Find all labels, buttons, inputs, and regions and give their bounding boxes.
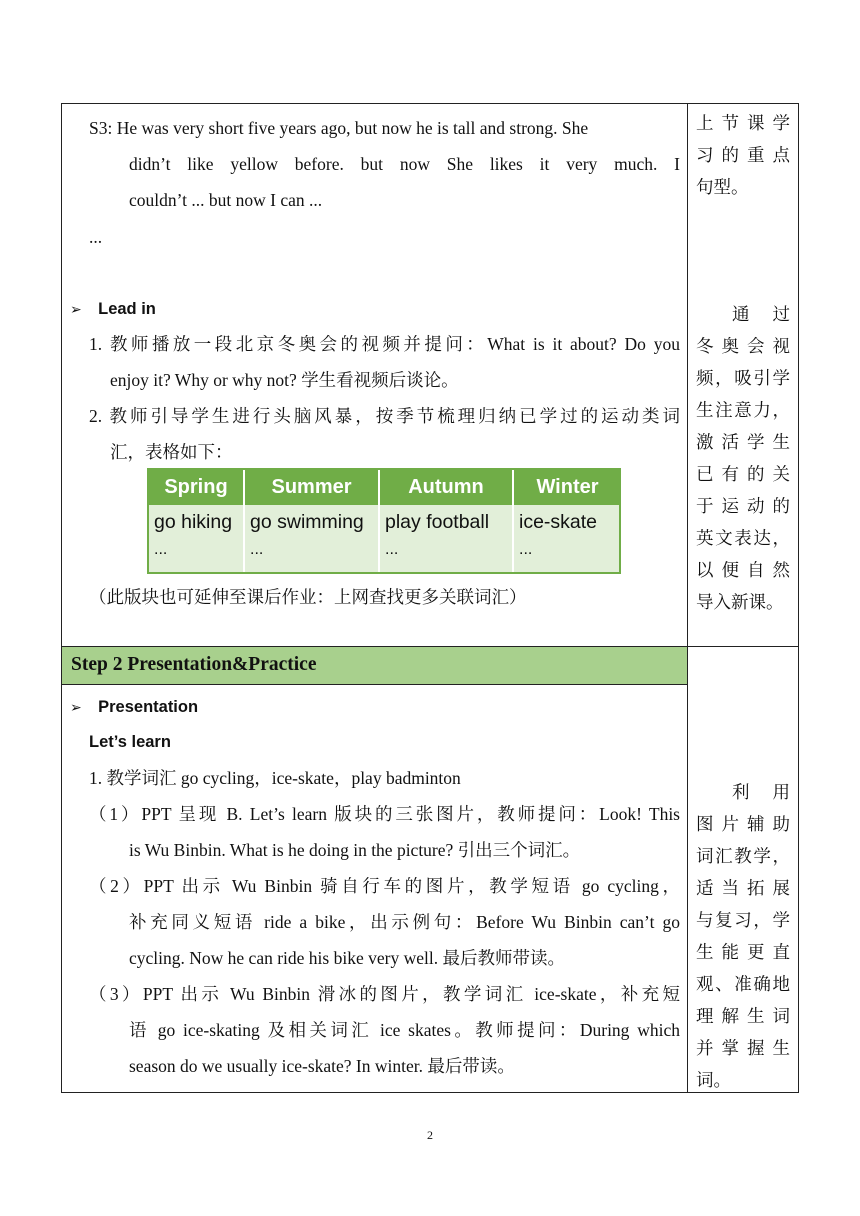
step-2-title: Step 2 Presentation&Practice [71,654,317,675]
step-p3-line-3: season do we usually ice-skate? In winter. 最后带读。 [129,1056,515,1076]
step-p1-line-2: is Wu Binbin. What is he doing in the picture? 引出三个词汇。 [129,840,581,860]
page-number: 2 [427,1128,433,1142]
season-cell-winter: ice-skate ... [519,511,598,558]
lesson-table [61,103,799,1093]
step-head-bottom-border [61,684,687,685]
s3-line-1: S3: He was very short five years ago, but now he is tall and strong. She [89,118,589,138]
lead-in-remark: （此版块也可延伸至课后作业：上网查找更多关联词汇） [89,587,527,607]
s3-ellipsis: ... [89,227,103,247]
presentation-heading [70,694,198,720]
presentation-label: Presentation [98,698,199,716]
table-top-border [61,103,799,104]
s3-line-3: couldn’t ... but now I can ... [129,190,323,210]
column-divider [687,103,688,1093]
lead-in-item-1-line-2: enjoy it? Why or why not? 学生看视频后谈论。 [110,370,459,390]
lead-in-item-1-line-1: 1. 教师播放一段北京冬奥会的视频并提问：What is it about? Do you [89,334,680,354]
note-review-sentences: 上节课学 习的重点 句型。 [696,113,790,197]
step-p2-line-2: 补充同义短语 ride a bike，出示例句：Before Wu Binbin can’t go [129,912,680,932]
season-header-winter: Winter [536,476,599,498]
lead-in-label: Lead in [98,300,156,318]
step-p3-line-2: 语 go ice-skating 及相关词汇 ice skates。教师提问：During which [129,1020,680,1040]
step-p2-line-3: cycling. Now he can ride his bike very well. 最后教师带读。 [129,948,565,968]
season-vocabulary-table [147,468,621,574]
season-cell-summer: go swimming ... [250,511,364,558]
season-header-spring: Spring [164,476,228,498]
vocab-item-1: 1. 教学词汇 go cycling，ice-skate，play badminton [89,768,461,788]
table-bottom-border [61,1092,799,1093]
step-p1-line-1: （1）PPT 呈现 B. Let’s learn 版块的三张图片，教师提问：Look! This [89,804,680,824]
arrow-bullet-icon: ➢ [70,302,82,318]
step-2-header [62,647,687,684]
note-lead-in-purpose: 通 过 冬奥会视 频，吸引学 生注意力， 激活学生 已有的关 于运动的 英文表达， 以便自然 导入新课。 [696,304,790,612]
season-header-summer: Summer [271,476,352,498]
s3-line-2: didn’t like yellow before. but now She likes it very much. I [129,154,680,174]
season-cell-spring: go hiking ... [154,511,233,558]
lead-in-item-2-line-2: 汇，表格如下： [110,442,233,462]
season-cell-autumn: play football ... [385,511,490,558]
lead-in-heading [70,296,156,322]
season-header-autumn: Autumn [408,476,484,498]
step-p2-line-1: （2）PPT 出示 Wu Binbin 骑自行车的图片，教学短语 go cycling， [89,876,680,896]
arrow-bullet-icon: ➢ [70,700,82,716]
table-left-border [61,103,62,1093]
lead-in-item-2-line-1: 2. 教师引导学生进行头脑风暴，按季节梳理归纳已学过的运动类词 [89,406,680,426]
season-col-sep [512,470,514,572]
season-col-sep [243,470,245,572]
step-p3-line-1: （3）PPT 出示 Wu Binbin 滑冰的图片，教学词汇 ice-skate，补充短 [89,984,680,1004]
season-col-sep [378,470,380,572]
lets-learn-heading: Let’s learn [89,733,171,751]
table-right-border [798,103,799,1093]
note-vocab-teaching-purpose: 利 用 图片辅助 词汇教学， 适当拓展 与复习，学 生能更直 观、准确地 理解生词 并掌握生 词。 [696,782,790,1090]
